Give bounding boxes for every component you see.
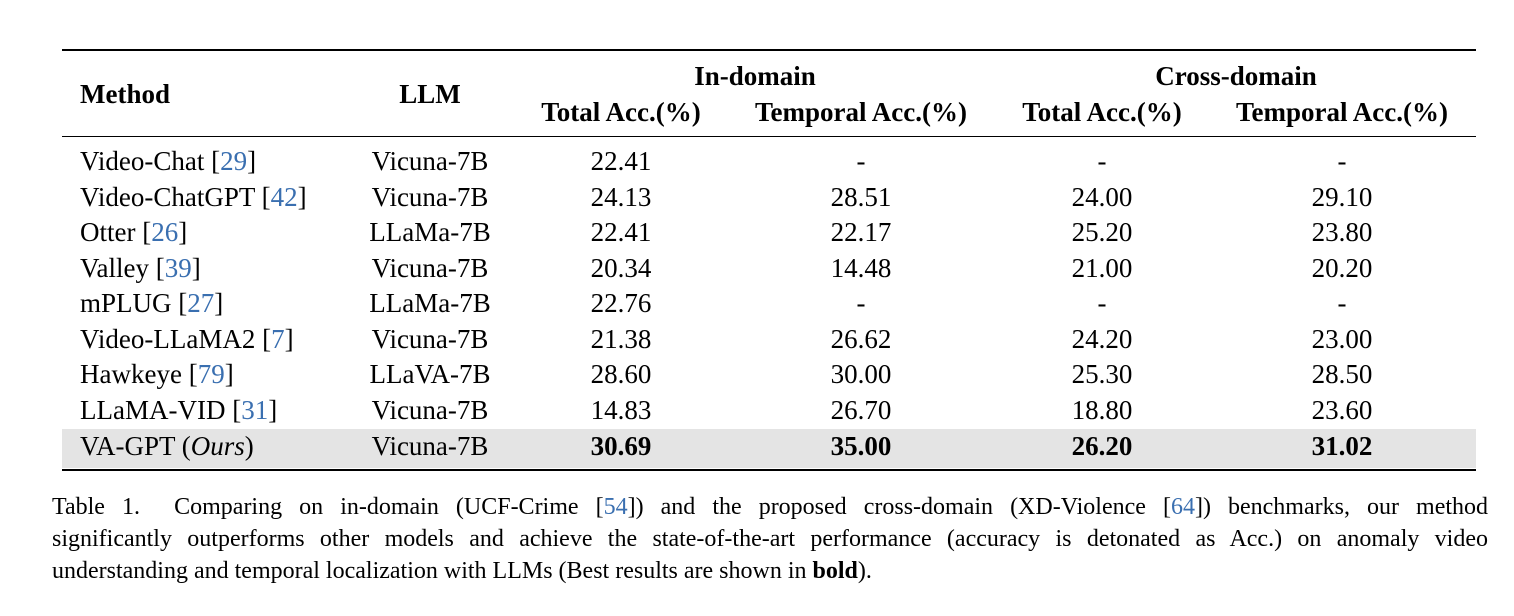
- citation-link[interactable]: 29: [220, 146, 248, 176]
- table-row-in-temporal: 26.70: [830, 395, 892, 425]
- table-row-method: Video-Chat [29]: [80, 146, 257, 176]
- header-llm: LLM: [399, 79, 461, 109]
- caption-label: Table 1.: [52, 494, 141, 520]
- caption-line-1: Table 1. Comparing on in-domain (UCF-Crime [54]) and the proposed cross-domain (XD-Violence [64]) benchmarks, our method: [52, 494, 1489, 520]
- citation-link[interactable]: 79: [197, 359, 225, 389]
- table-row-in-temporal: -: [856, 146, 866, 176]
- ours-row-in-total: 30.69: [590, 431, 652, 461]
- table-row-cross-total: -: [1097, 146, 1107, 176]
- ours-row-cross-temporal: 31.02: [1311, 431, 1373, 461]
- header-cross-domain: Cross-domain: [1155, 61, 1317, 91]
- header-in-total-acc: Total Acc.(%): [541, 97, 701, 127]
- table-row-in-total: 21.38: [590, 324, 652, 354]
- table-row-cross-temporal: 23.00: [1311, 324, 1373, 354]
- table-row-cross-total: 24.00: [1071, 182, 1133, 212]
- table-row-in-temporal: 22.17: [830, 217, 892, 247]
- citation-link[interactable]: 27: [187, 288, 215, 318]
- table-row-in-temporal: 26.62: [830, 324, 892, 354]
- header-cross-total-acc: Total Acc.(%): [1022, 97, 1182, 127]
- caption-line-2: significantly outperforms other models and achieve the state-of-the-art performance (accuracy is detonated as Acc.) on anomaly video: [52, 526, 1488, 552]
- citation-link[interactable]: 7: [271, 324, 285, 354]
- ours-row-highlight: [62, 429, 1476, 468]
- table-row-llm: Vicuna-7B: [371, 182, 489, 212]
- table-row-in-total: 20.34: [590, 253, 652, 283]
- table-row-cross-temporal: 20.20: [1311, 253, 1373, 283]
- table-row-llm: Vicuna-7B: [371, 395, 489, 425]
- header-cross-temporal-acc: Temporal Acc.(%): [1236, 97, 1448, 127]
- table-row-method: LLaMA-VID [31]: [80, 395, 278, 425]
- table-row-cross-temporal: 29.10: [1311, 182, 1373, 212]
- table-row-cross-total: 21.00: [1071, 253, 1133, 283]
- ours-row-method: VA-GPT (Ours): [80, 431, 254, 461]
- table-row-method: mPLUG [27]: [80, 288, 224, 318]
- bottom-rule: [62, 469, 1476, 471]
- table-row-method: Hawkeye [79]: [80, 359, 234, 389]
- header-in-temporal-acc: Temporal Acc.(%): [755, 97, 967, 127]
- citation-link[interactable]: 39: [164, 253, 192, 283]
- citation-link[interactable]: 26: [151, 217, 179, 247]
- caption-line-3: understanding and temporal localization with LLMs (Best results are shown in bold).: [52, 558, 872, 584]
- table-row-llm: LLaMa-7B: [369, 217, 491, 247]
- ours-row-cross-total: 26.20: [1071, 431, 1133, 461]
- table-row-in-total: 22.76: [590, 288, 652, 318]
- table-row-cross-total: 24.20: [1071, 324, 1133, 354]
- table-row-in-total: 22.41: [590, 146, 652, 176]
- header-rule: [62, 136, 1476, 137]
- table-row-cross-temporal: 28.50: [1311, 359, 1373, 389]
- table-row-method: Valley [39]: [80, 253, 201, 283]
- table-row-llm: Vicuna-7B: [371, 253, 489, 283]
- table-row-cross-temporal: 23.80: [1311, 217, 1373, 247]
- table-row-in-total: 22.41: [590, 217, 652, 247]
- top-rule: [62, 49, 1476, 51]
- table-row-cross-total: 25.20: [1071, 217, 1133, 247]
- ours-row-llm: Vicuna-7B: [371, 431, 489, 461]
- table-row-in-temporal: 14.48: [830, 253, 892, 283]
- table-row-method: Video-LLaMA2 [7]: [80, 324, 294, 354]
- table-row-cross-total: 18.80: [1071, 395, 1133, 425]
- ours-row-in-temporal: 35.00: [830, 431, 892, 461]
- table-row-method: Otter [26]: [80, 217, 188, 247]
- header-method: Method: [80, 79, 170, 109]
- table-caption: [52, 491, 1488, 587]
- table-row-in-total: 14.83: [590, 395, 652, 425]
- table-row-cross-temporal: -: [1337, 288, 1347, 318]
- table-row-cross-total: 25.30: [1071, 359, 1133, 389]
- table-row-in-total: 28.60: [590, 359, 652, 389]
- citation-link[interactable]: 54: [603, 494, 628, 520]
- table-row-llm: Vicuna-7B: [371, 146, 489, 176]
- header-in-domain: In-domain: [694, 61, 816, 91]
- table-row-llm: Vicuna-7B: [371, 324, 489, 354]
- citation-link[interactable]: 31: [241, 395, 269, 425]
- table-row-in-total: 24.13: [590, 182, 652, 212]
- table-row-llm: LLaVA-7B: [369, 359, 491, 389]
- table-row-in-temporal: -: [856, 288, 866, 318]
- table-row-cross-temporal: -: [1337, 146, 1347, 176]
- table-row-cross-temporal: 23.60: [1311, 395, 1373, 425]
- table-row-method: Video-ChatGPT [42]: [80, 182, 307, 212]
- citation-link[interactable]: 42: [270, 182, 298, 212]
- table-row-in-temporal: 30.00: [830, 359, 892, 389]
- table-row-in-temporal: 28.51: [830, 182, 892, 212]
- citation-link[interactable]: 64: [1170, 494, 1195, 520]
- table-row-llm: LLaMa-7B: [369, 288, 491, 318]
- table-row-cross-total: -: [1097, 288, 1107, 318]
